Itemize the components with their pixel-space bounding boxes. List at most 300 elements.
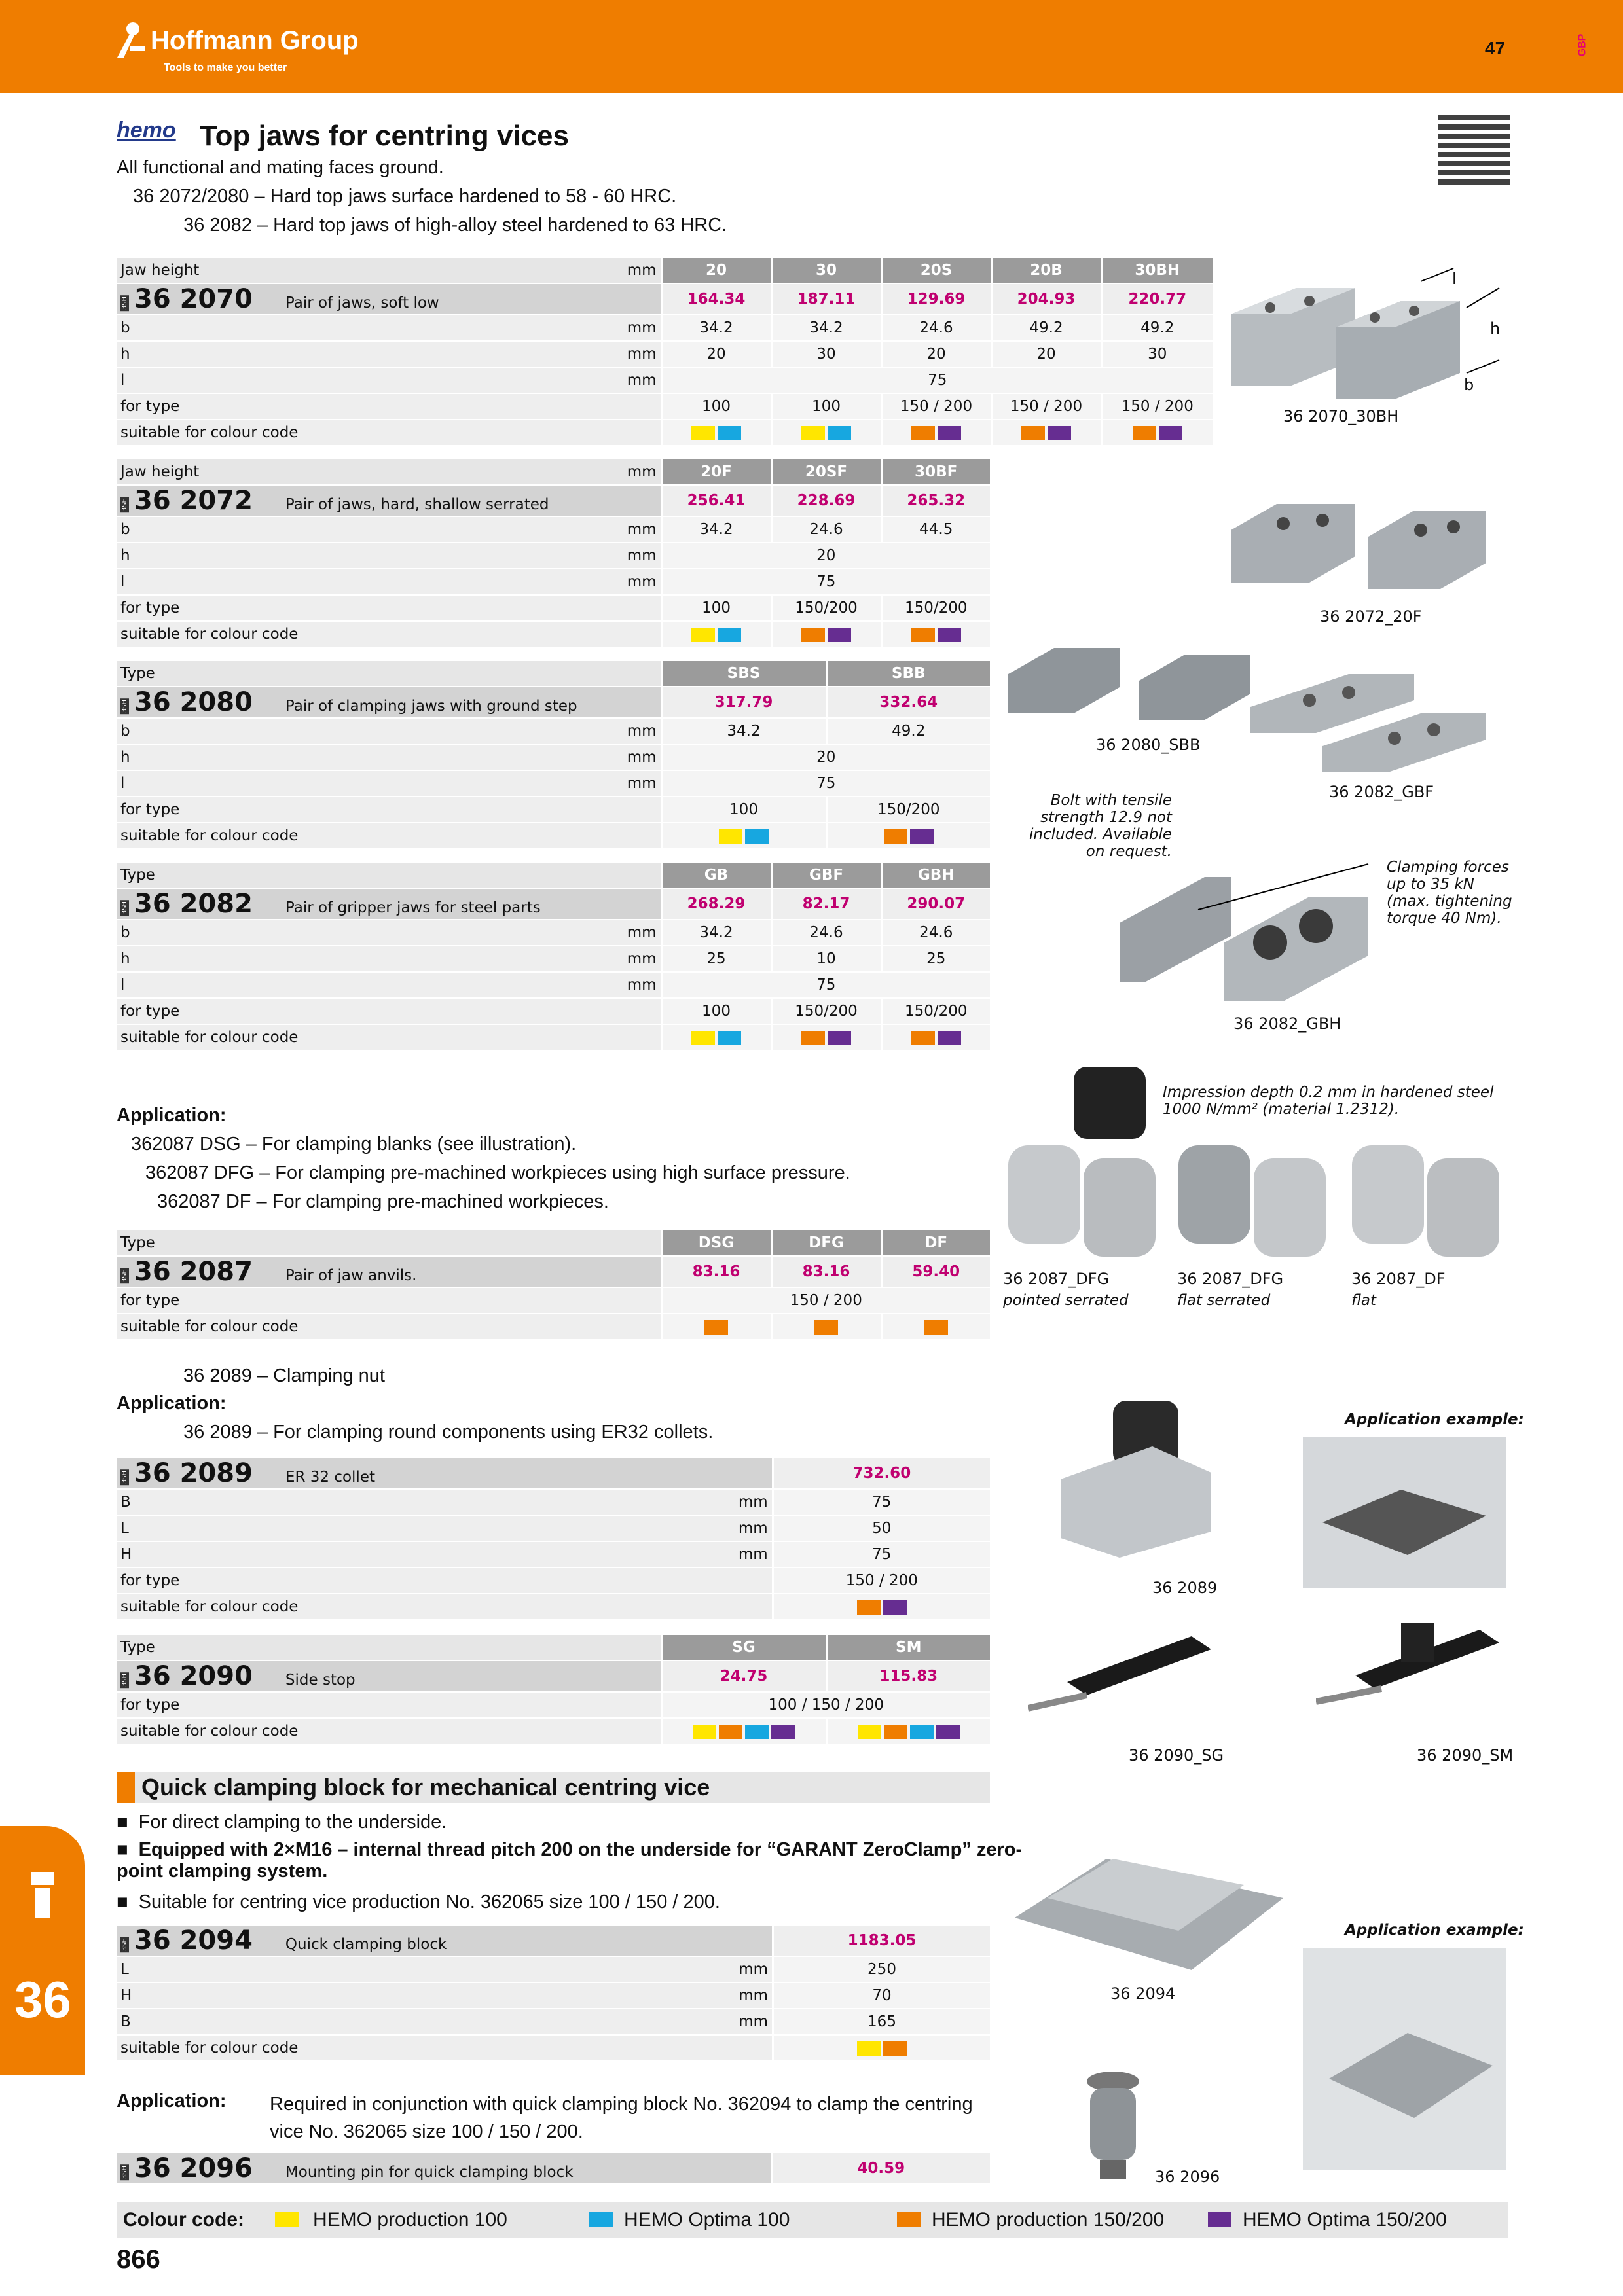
table-row (117, 2153, 990, 2184)
vice-icon (26, 1872, 59, 1924)
table-362087 (117, 1230, 990, 1340)
colour-swatch (771, 1725, 795, 1739)
brand-tagline: Tools to make you better (164, 62, 287, 73)
image-caption-sub: flat (1351, 1292, 1376, 1309)
table-cell: suitable for colour code (117, 1718, 614, 1744)
table-cell (614, 595, 661, 621)
colour-swatch (858, 1725, 881, 1739)
table-cell: 100 / 150 / 200 (661, 1692, 990, 1718)
table-cell: 24.6 (881, 920, 990, 946)
table-cell: b (117, 718, 614, 744)
price: 164.34 (661, 283, 771, 315)
image-caption: 36 2096 (1155, 2168, 1220, 2186)
jaw-pair-image (1224, 262, 1512, 425)
table-cell: 3SH 36 2094 Quick clamping block (117, 1926, 773, 1956)
table-cell: 20 (661, 744, 990, 770)
colour-swatch (883, 1600, 907, 1615)
table-cell: 49.2 (991, 315, 1101, 341)
table-row (117, 1594, 990, 1620)
hemo-logo: hemo (117, 118, 176, 143)
table-cell: 70 (773, 1982, 990, 2009)
table-cell: 20 (661, 341, 771, 367)
table-row (117, 315, 1213, 341)
image-caption: 36 2082_GBF (1329, 783, 1434, 801)
colour-swatch (857, 2041, 881, 2056)
image-caption: 36 2087_DFG (1177, 1270, 1284, 1288)
table-cell: 75 (661, 770, 990, 797)
image-caption-sub: flat serrated (1177, 1292, 1271, 1309)
image-caption: 36 2089 (1152, 1579, 1218, 1597)
table-362072 (117, 459, 990, 648)
table-cell: suitable for colour code (117, 420, 614, 446)
table-row (117, 998, 990, 1024)
image-caption: 36 2094 (1110, 1984, 1176, 2003)
table-row (117, 1635, 990, 1660)
image-caption: 36 2090_SM (1417, 1746, 1514, 1765)
chapter-tab[interactable] (0, 1826, 85, 2075)
clamping-nut-line: 36 2089 – Clamping nut (183, 1365, 385, 1386)
table-cell (826, 1718, 990, 1744)
table-cell: 3SH 36 2082 Pair of gripper jaws for steel parts (117, 888, 661, 920)
table-cell (614, 1692, 661, 1718)
table-row (117, 718, 990, 744)
table-row (117, 920, 990, 946)
table-cell (614, 998, 661, 1024)
article-number: 36 2080 (134, 687, 253, 717)
table-cell: b (117, 516, 614, 543)
table-cell (661, 420, 771, 446)
table-cell (881, 1314, 990, 1340)
table-cell: 150/200 (881, 595, 990, 621)
table-row (117, 621, 990, 647)
colour-code-legend: Colour code: HEMO production 100 HEMO Optima 100 HEMO production 150/200 HEMO Optima 150/200 (117, 2202, 1508, 2238)
colour-swatch (275, 2212, 299, 2227)
table-cell: 24.6 (771, 920, 881, 946)
table-cell: 34.2 (661, 920, 771, 946)
image-caption: 36 2070_30BH (1283, 407, 1399, 425)
image-caption: 36 2087_DFG (1003, 1270, 1110, 1288)
application-heading: Application: (117, 1105, 227, 1126)
table-cell: B (117, 2009, 735, 2035)
table-row (117, 1230, 990, 1256)
table-row (117, 770, 990, 797)
table-cell: for type (117, 1568, 735, 1594)
table-row (117, 341, 1213, 367)
table-cell: 150/200 (771, 998, 881, 1024)
page-number: 866 (117, 2245, 160, 2274)
colour-swatch (910, 829, 934, 844)
jaw-anvils-image (1002, 1067, 1519, 1263)
table-cell: GBH (881, 863, 990, 888)
table-cell: 3SH 36 2089 ER 32 collet (117, 1458, 773, 1489)
table-362096 (117, 2153, 990, 2185)
table-cell (614, 1287, 661, 1314)
table-cell: SBB (826, 661, 990, 687)
table-row (117, 946, 990, 972)
table-cell (661, 823, 826, 849)
table-cell: l (117, 569, 614, 595)
table-cell: h (117, 543, 614, 569)
table-cell: mm (614, 972, 661, 998)
table-row (117, 1926, 990, 1956)
article-number: 36 2082 (134, 889, 253, 919)
table-cell (614, 1314, 661, 1340)
colour-swatch (589, 2212, 613, 2227)
colour-swatch (1159, 426, 1182, 440)
table-cell: 49.2 (826, 718, 990, 744)
table-cell: l (117, 972, 614, 998)
table-cell: 34.2 (771, 315, 881, 341)
table-cell: 256.41 (661, 485, 771, 516)
article-number: 36 2089 (134, 1458, 253, 1488)
colour-swatch (691, 628, 715, 642)
table-row (117, 661, 990, 687)
colour-swatch (938, 426, 961, 440)
table-cell: mm (735, 1956, 773, 1982)
table-cell: B (117, 1489, 735, 1515)
colour-swatch (745, 1725, 769, 1739)
table-362089 (117, 1458, 990, 1621)
table-row (117, 797, 990, 823)
table-cell: mm (735, 1489, 773, 1515)
colour-swatch (718, 1031, 741, 1045)
table-cell: for type (117, 1287, 614, 1314)
table-cell: 20SF (771, 459, 881, 485)
table-cell: 75 (661, 972, 990, 998)
table-row (117, 485, 990, 516)
table-cell: suitable for colour code (117, 2035, 735, 2061)
table-cell (771, 1314, 881, 1340)
application-line: 362087 DFG – For clamping pre-machined workpieces using high surface pressure. (145, 1162, 850, 1183)
table-cell: 100 (661, 595, 771, 621)
table-cell: 150 / 200 (991, 393, 1101, 420)
table-cell: 30BF (881, 459, 990, 485)
table-cell: mm (614, 258, 661, 283)
serrated-jaws-image (1224, 471, 1499, 602)
table-cell: 25 (881, 946, 990, 972)
table-cell (773, 2035, 990, 2061)
page-title: Top jaws for centring vices (200, 120, 569, 152)
image-caption: 36 2072_20F (1320, 607, 1422, 626)
table-cell: 20 (881, 341, 991, 367)
price: 129.69 (881, 283, 991, 315)
table-cell: mm (614, 718, 661, 744)
table-cell: 30 (771, 258, 881, 283)
table-row (117, 1024, 990, 1050)
application-line: 362087 DF – For clamping pre-machined workpieces. (157, 1191, 609, 1212)
table-cell: SG (661, 1635, 826, 1660)
table-cell: 20 (661, 258, 771, 283)
table-cell: 3SH 36 2087 Pair of jaw anvils. (117, 1256, 661, 1287)
clamp-note: Clamping forces up to 35 kN (max. tightening torque 40 Nm). (1387, 859, 1512, 927)
table-cell: suitable for colour code (117, 823, 614, 849)
table-362080 (117, 661, 990, 850)
table-cell: 165 (773, 2009, 990, 2035)
colour-swatch (911, 628, 935, 642)
table-cell: 265.32 (881, 485, 990, 516)
table-cell: suitable for colour code (117, 1314, 614, 1340)
table-cell: SM (826, 1635, 990, 1660)
table-cell: 3SH 36 2080 Pair of clamping jaws with ground step (117, 687, 661, 718)
table-cell (661, 1024, 771, 1050)
colour-swatch (938, 628, 961, 642)
table-cell: GBF (771, 863, 881, 888)
table-cell: DSG (661, 1230, 771, 1256)
colour-swatch (883, 2041, 907, 2056)
table-cell: mm (614, 569, 661, 595)
article-number: 36 2072 (134, 486, 253, 516)
table-cell: 59.40 (881, 1256, 990, 1287)
table-cell: 100 (771, 393, 881, 420)
table-row (117, 258, 1213, 283)
table-cell: for type (117, 393, 614, 420)
table-362094 (117, 1926, 990, 2062)
table-cell: 332.64 (826, 687, 990, 718)
dimension-label: b (1464, 376, 1474, 394)
side-stop-sg-image (1028, 1623, 1224, 1734)
table-cell: mm (614, 315, 661, 341)
dimension-label: l (1452, 270, 1457, 288)
table-cell (614, 661, 661, 687)
table-row (117, 1660, 990, 1692)
table-cell (771, 621, 881, 647)
qr-code-icon[interactable] (1438, 113, 1510, 185)
table-cell: b (117, 920, 614, 946)
table-cell: mm (614, 946, 661, 972)
table-cell: Type (117, 1230, 614, 1256)
table-row (117, 687, 990, 718)
table-cell: L (117, 1956, 735, 1982)
application-line: Required in conjunction with quick clamping block No. 362094 to clamp the centring vice No. 362065 size 100 / 150 / 200. (270, 2094, 973, 2142)
table-cell: 3SH 36 2096 Mounting pin for quick clamping block (117, 2153, 771, 2184)
table-cell: 150/200 (826, 797, 990, 823)
table-cell (735, 1568, 773, 1594)
section-heading: Quick clamping block for mechanical centring vice (117, 1772, 990, 1803)
gripper-jaws-gbh-image (1120, 844, 1395, 1008)
colour-swatch (693, 1725, 716, 1739)
table-cell (614, 393, 661, 420)
table-cell: Jaw height (117, 459, 614, 485)
table-cell: 83.16 (771, 1256, 881, 1287)
colour-swatch (718, 628, 741, 642)
table-cell: 20 (661, 543, 990, 569)
table-cell: 20F (661, 459, 771, 485)
table-cell: 40.59 (771, 2153, 990, 2184)
table-cell: Type (117, 1635, 614, 1660)
table-cell: 100 (661, 393, 771, 420)
table-row (117, 888, 990, 920)
table-cell (773, 1594, 990, 1620)
table-cell: 30BH (1101, 258, 1213, 283)
header-bar (0, 0, 1623, 93)
table-cell: mm (735, 1982, 773, 2009)
table-cell: mm (614, 459, 661, 485)
table-cell (614, 621, 661, 647)
table-cell: mm (735, 1541, 773, 1568)
gripper-jaws-gbf-image (1244, 661, 1506, 785)
table-cell: 34.2 (661, 315, 771, 341)
table-cell: suitable for colour code (117, 1594, 735, 1620)
table-cell: 150 / 200 (881, 393, 991, 420)
table-row (117, 1515, 990, 1541)
intro-line: All functional and mating faces ground. (117, 157, 444, 178)
table-cell (771, 1024, 881, 1050)
table-cell: 1183.05 (773, 1926, 990, 1956)
table-cell: H (117, 1541, 735, 1568)
table-cell (735, 2035, 773, 2061)
table-cell: 150/200 (771, 595, 881, 621)
price: 220.77 (1101, 283, 1213, 315)
table-cell: for type (117, 1692, 614, 1718)
table-cell: Type (117, 661, 614, 687)
table-cell: mm (614, 516, 661, 543)
stepped-jaws-image (1002, 635, 1270, 733)
image-caption: 36 2087_DF (1351, 1270, 1446, 1288)
table-cell (661, 1718, 826, 1744)
table-cell (614, 823, 661, 849)
mounting-pin-image (1074, 2068, 1152, 2186)
table-cell: h (117, 341, 614, 367)
colour-swatch (828, 1031, 851, 1045)
image-caption: 36 2090_SG (1129, 1746, 1224, 1765)
table-cell: 150 / 200 (773, 1568, 990, 1594)
table-cell: 150/200 (881, 998, 990, 1024)
table-cell: 24.75 (661, 1660, 826, 1692)
table-cell: 268.29 (661, 888, 771, 920)
table-cell (614, 863, 661, 888)
article-number: 36 2094 (134, 1926, 253, 1956)
table-cell: suitable for colour code (117, 621, 614, 647)
table-row (117, 2035, 990, 2061)
colour-swatch (884, 1725, 907, 1739)
table-cell: 25 (661, 946, 771, 972)
table-row (117, 744, 990, 770)
table-cell (881, 1024, 990, 1050)
image-caption-sub: pointed serrated (1003, 1292, 1129, 1309)
table-cell: mm (735, 1515, 773, 1541)
table-cell (614, 1024, 661, 1050)
table-row (117, 1287, 990, 1314)
table-cell: 49.2 (1101, 315, 1213, 341)
price: 187.11 (771, 283, 881, 315)
table-row (117, 283, 1213, 315)
colour-swatch (911, 1031, 935, 1045)
colour-swatch (828, 628, 851, 642)
side-stop-sm-image (1316, 1617, 1512, 1734)
table-row (117, 459, 990, 485)
table-cell: suitable for colour code (117, 1024, 614, 1050)
table-cell: 30 (771, 341, 881, 367)
article-number: 36 2096 (134, 2153, 253, 2183)
impression-note: Impression depth 0.2 mm in hardened steel 1000 N/mm² (material 1.2312). (1163, 1084, 1494, 1118)
table-cell (614, 420, 661, 446)
table-cell: 290.07 (881, 888, 990, 920)
colour-swatch (801, 1031, 825, 1045)
application-example-image (1303, 1948, 1506, 2170)
table-cell: L (117, 1515, 735, 1541)
dimension-label: h (1490, 319, 1501, 338)
table-cell: 20S (881, 258, 991, 283)
table-row (117, 2009, 990, 2035)
table-362090 (117, 1635, 990, 1745)
table-cell: for type (117, 595, 614, 621)
table-cell (661, 621, 771, 647)
table-cell: 44.5 (881, 516, 990, 543)
colour-swatch (1208, 2212, 1231, 2227)
table-cell (826, 823, 990, 849)
colour-swatch (745, 829, 769, 844)
table-cell: 82.17 (771, 888, 881, 920)
colour-swatch (704, 1320, 728, 1335)
table-cell: 83.16 (661, 1256, 771, 1287)
table-cell: mm (614, 920, 661, 946)
colour-swatch (801, 426, 825, 440)
clamping-nut-image (1054, 1401, 1218, 1558)
table-cell: 30 (1101, 341, 1213, 367)
colour-swatch (936, 1725, 960, 1739)
colour-swatch (911, 426, 935, 440)
table-cell (991, 420, 1101, 446)
table-cell: 75 (773, 1489, 990, 1515)
table-cell: 732.60 (773, 1458, 990, 1489)
table-row (117, 393, 1213, 420)
bullet-item: ■ Suitable for centring vice production No. 362065 size 100 / 150 / 200. (117, 1892, 720, 1912)
table-row (117, 1692, 990, 1718)
table-cell: h (117, 946, 614, 972)
application-example-label: Application example: (1345, 1411, 1524, 1428)
colour-swatch (801, 628, 825, 642)
colour-swatch (719, 829, 742, 844)
table-cell (881, 420, 991, 446)
table-cell: for type (117, 797, 614, 823)
table-cell (614, 1230, 661, 1256)
table-cell: l (117, 367, 614, 393)
colour-swatch (884, 829, 907, 844)
table-row (117, 1718, 990, 1744)
table-cell: h (117, 744, 614, 770)
table-row (117, 595, 990, 621)
table-cell: 75 (661, 367, 1213, 393)
table-cell: 100 (661, 998, 771, 1024)
price: 204.93 (991, 283, 1101, 315)
colour-swatch (938, 1031, 961, 1045)
table-row (117, 420, 1213, 446)
table-cell: DFG (771, 1230, 881, 1256)
table-cell: 75 (661, 569, 990, 595)
colour-swatch (719, 1725, 742, 1739)
table-cell: 20B (991, 258, 1101, 283)
table-cell (735, 1594, 773, 1620)
table-cell: 3SH 36 2090 Side stop (117, 1660, 661, 1692)
table-cell: mm (614, 367, 661, 393)
table-cell: 34.2 (661, 718, 826, 744)
table-cell: 3SH 36 2070 Pair of jaws, soft low (117, 283, 661, 315)
hoffmann-logo-icon (115, 20, 147, 59)
quick-clamping-block-image (1008, 1820, 1296, 1983)
table-cell (614, 797, 661, 823)
colour-swatch (910, 1725, 934, 1739)
table-row (117, 569, 990, 595)
table-row (117, 972, 990, 998)
table-cell: 20 (991, 341, 1101, 367)
table-cell: 10 (771, 946, 881, 972)
table-row (117, 1982, 990, 2009)
table-row (117, 1541, 990, 1568)
table-cell: mm (735, 2009, 773, 2035)
colour-swatch (814, 1320, 838, 1335)
colour-swatch (718, 426, 741, 440)
table-cell (771, 420, 881, 446)
